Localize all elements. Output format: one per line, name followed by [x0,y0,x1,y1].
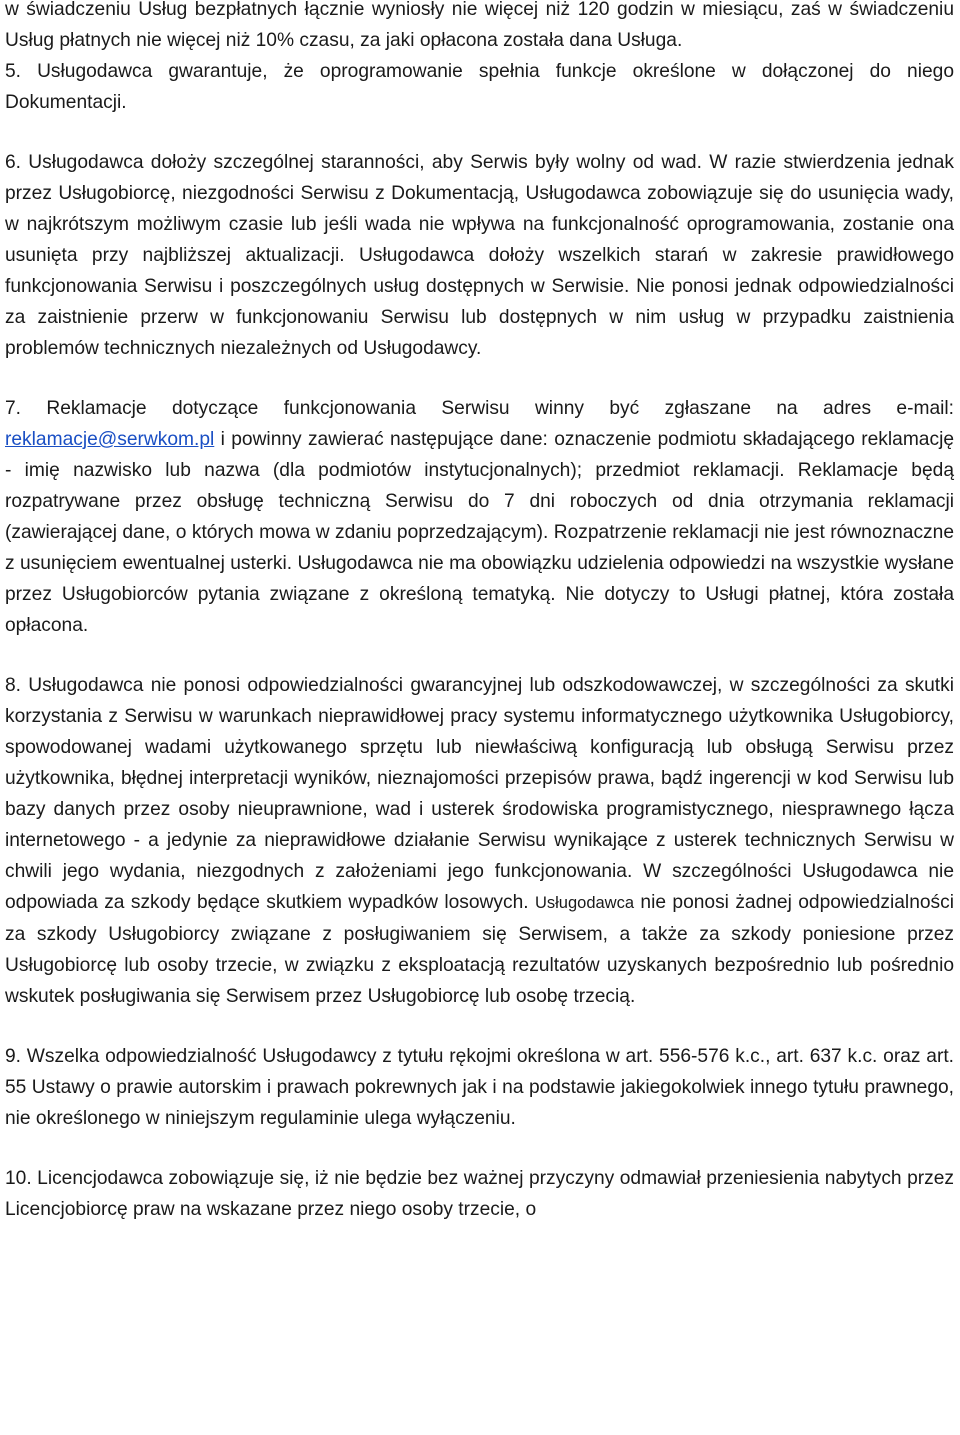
paragraph-4-continuation: w świadczeniu Usług bezpłatnych łącznie wyniosły nie więcej niż 120 godzin w miesiącu, zaś w świadczeniu Usług płatnych nie więcej niż 10% czasu, za jaki opłacona została dana Usługa. [5,0,954,51]
paragraph-6: 6. Usługodawca dołoży szczególnej staranności, aby Serwis były wolny od wad. W razie stwierdzenia jednak przez Usługobiorcę, niezgodności Serwisu z Dokumentacją, Usługodawca zobowiązuje się do usunięcia wady, w najkrótszym możliwym czasie lub jeśli wada nie wpływa na funkcjonalność oprogramowania, zostanie ona usunięta przy najbliższej aktualizacji. Usługodawca dołoży wszelkich starań w zakresie prawidłowego funkcjonowania Serwisu i poszczególnych usług dostępnych w Serwisie. Nie ponosi jednak odpowiedzialności za zaistnienie przerw w funkcjonowaniu Serwisu lub dostępnych w nim usług w przypadku zaistnienia problemów technicznych niezależnych od Usługodawcy. [5,152,954,359]
paragraph-8-small-word: Usługodawca [534,894,635,912]
paragraph-7-body: i powinny zawierać następujące dane: oznaczenie podmiotu składającego reklamację - imię nazwisko lub nazwa (dla podmiotów instytucjonalnych); przedmiot reklamacji. Reklamacje będą rozpatrywane przez obsługę techniczną Serwisu do 7 dni roboczych od dnia otrzymania reklamacji (zawierającej dane, o których mowa w zdaniu poprzedzającym). Rozpatrzenie reklamacji nie jest równoznaczne z usunięciem ewentualnej usterki. Usługodawca nie ma obowiązku udzielenia odpowiedzi na wszystkie wysłane przez Usługobiorców pytania związane z określoną tematyką. Nie dotyczy to Usługi płatnej, która została opłacona. [5,429,954,636]
paragraph-5: 5. Usługodawca gwarantuje, że oprogramowanie spełnia funkcje określone w dołączonej do niego Dokumentacji. [5,61,954,113]
paragraph-8-part-1: 8. Usługodawca nie ponosi odpowiedzialności gwarancyjnej lub odszkodowawczej, w szczególności za skutki korzystania z Serwisu w warunkach nieprawidłowej pracy systemu informatycznego użytkownika Usługobiorcy, spowodowanej wadami użytkowanego sprzętu lub niewłaściwą konfiguracją lub obsługą Serwisu przez użytkownika, błędnej interpretacji wyników, nieznajomości przepisów prawa, bądź ingerencji w kod Serwisu lub bazy danych przez osoby nieuprawnione, wad i usterek środowiska programistycznego, niesprawnego łącza internetowego - a jedynie za nieprawidłowe działanie Serwisu wynikające z usterek technicznych Serwisu w chwili jego wydania, niezgodnych z założeniami jego funkcjonowania. W szczególności Usługodawca nie odpowiada za szkody będące skutkiem wypadków losowych. [5,675,954,913]
paragraph-7 [5,393,954,641]
paragraph-10: 10. Licencjodawca zobowiązuje się, iż nie będzie bez ważnej przyczyny odmawiał przeniesienia nabytych przez Licencjobiorcę praw na wskazane przez niego osoby trzecie, o [5,1168,954,1220]
complaint-email-link[interactable]: reklamacje@serwkom.pl [5,429,215,450]
paragraph-8 [5,670,954,1012]
paragraph-7-intro: 7. Reklamacje dotyczące funkcjonowania Serwisu winny być zgłaszane na adres e-mail: [5,398,954,419]
paragraph-8-part-2: nie ponosi żadnej odpowiedzialności za szkody Usługobiorcy związane z posługiwaniem się Serwisem, a także za szkody poniesione przez Usługobiorcę lub osoby trzecie, w związku z eksploatacją rezultatów uzyskanych bezpośrednio lub pośrednio wskutek posługiwania się Serwisem przez Usługobiorcę lub osobę trzecią. [5,892,954,1007]
paragraph-9: 9. Wszelka odpowiedzialność Usługodawcy z tytułu rękojmi określona w art. 556-576 k.c., art. 637 k.c. oraz art. 55 Ustawy o prawie autorskim i prawach pokrewnych jak i na podstawie jakiegokolwiek innego tytułu prawnego, nie określonego w niniejszym regulaminie ulega wyłączeniu. [5,1046,954,1129]
